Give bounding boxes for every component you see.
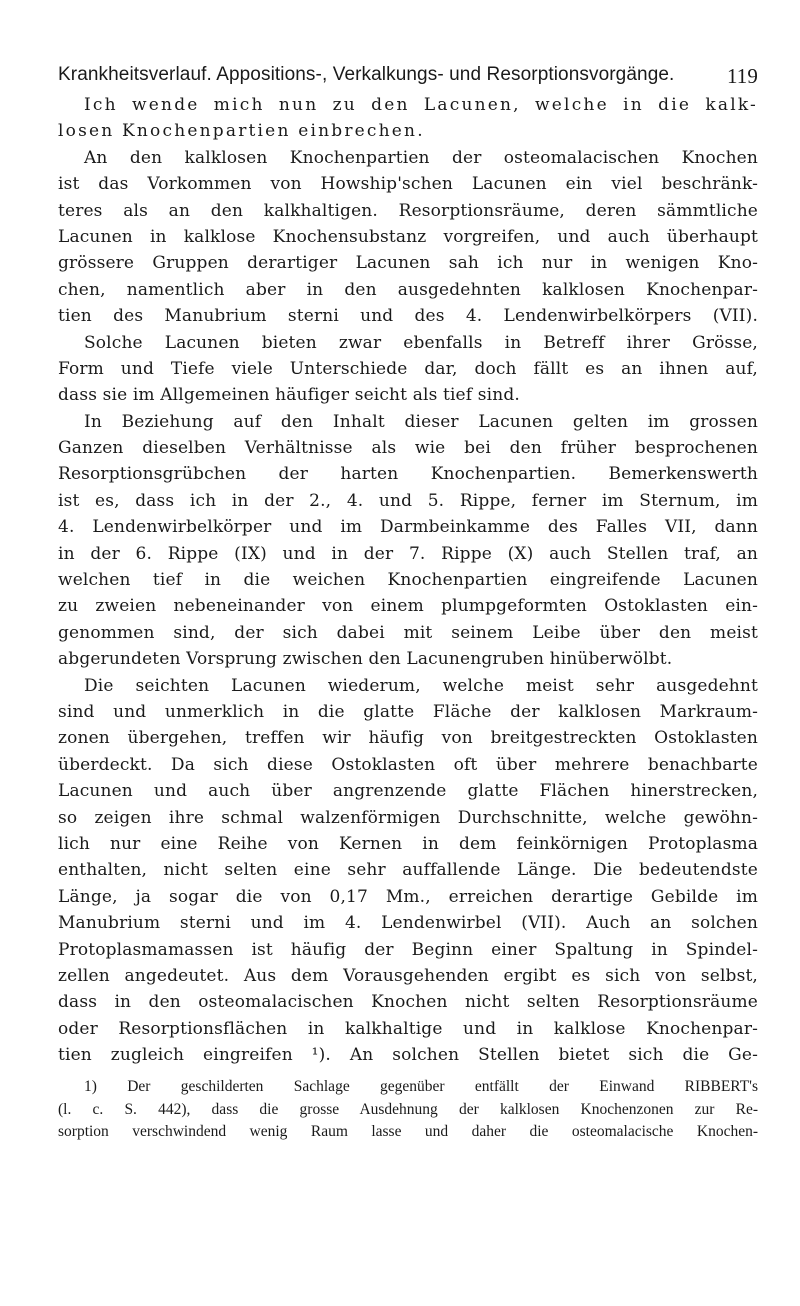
text-line: An den kalklosen Knochenpartien der osteomalacischen Knochen bbox=[84, 147, 758, 168]
footnotes bbox=[58, 1076, 758, 1144]
text-line: enthalten, nicht selten eine sehr auffallende Länge. Die bedeutendste bbox=[58, 860, 758, 881]
text-line: lich nur eine Reihe von Kernen in dem feinkörnigen Protoplasma bbox=[58, 833, 758, 854]
text-line: welchen tief in die weichen Knochenpartien eingreifende Lacunen bbox=[58, 570, 758, 591]
text-line: genommen sind, der sich dabei mit seinem Leibe über den meist bbox=[58, 622, 758, 643]
text-line: tien des Manubrium sterni und des 4. Lendenwirbelkörpers (VII). bbox=[58, 306, 758, 327]
text-line: Form und Tiefe viele Unterschiede dar, doch fällt es an ihnen auf, bbox=[58, 358, 758, 379]
text-line: oder Resorptionsflächen in kalkhaltige und in kalklose Knochenpar- bbox=[58, 1018, 758, 1039]
text-line: zellen angedeutet. Aus dem Vorausgehenden ergibt es sich von selbst, bbox=[58, 965, 758, 986]
text-line: ist das Vorkommen von Howship'schen Lacunen ein viel beschränk- bbox=[58, 174, 758, 195]
text-line: Ich wende mich nun zu den Lacunen, welche in die kalk- bbox=[84, 95, 758, 115]
text-line: dass sie im Allgemeinen häufiger seicht als tief sind. bbox=[58, 385, 520, 406]
text-line: In Beziehung auf den Inhalt dieser Lacunen gelten im grossen bbox=[84, 411, 758, 432]
page-number: 119 bbox=[726, 64, 758, 88]
footnote-line: sorption verschwindend wenig Raum lasse und daher die osteomalacische Knochen- bbox=[58, 1123, 758, 1141]
running-head-title: Krankheitsverlauf. Appositions-, Verkalkungs- und Resorptionsvorgänge. bbox=[58, 64, 675, 85]
text-line: Manubrium sterni und im 4. Lendenwirbel (VII). Auch an solchen bbox=[58, 913, 758, 934]
text-line: Ganzen dieselben Verhältnisse als wie bei den früher besprochenen bbox=[58, 438, 758, 459]
text-line: 4. Lendenwirbelkörper und im Darmbeinkamme des Falles VII, dann bbox=[58, 517, 758, 538]
text-line: ist es, dass ich in der 2., 4. und 5. Rippe, ferner im Sternum, im bbox=[58, 490, 758, 511]
text-line: sind und unmerklich in die glatte Fläche der kalklosen Markraum- bbox=[58, 701, 758, 722]
text-line: in der 6. Rippe (IX) und in der 7. Rippe (X) auch Stellen traf, an bbox=[58, 543, 758, 564]
text-line: Länge, ja sogar die von 0,17 Mm., erreichen derartige Gebilde im bbox=[58, 886, 758, 907]
text-line: tien zugleich eingreifen ¹). An solchen Stellen bietet sich die Ge- bbox=[58, 1045, 758, 1066]
text-line: Resorptionsgrübchen der harten Knochenpartien. Bemerkenswerth bbox=[58, 464, 758, 485]
text-line: teres als an den kalkhaltigen. Resorptionsräume, deren sämmtliche bbox=[58, 200, 758, 221]
text-line: zu zweien nebeneinander von einem plumpgeformten Ostoklasten ein- bbox=[58, 596, 758, 617]
text-line: Die seichten Lacunen wiederum, welche meist sehr ausgedehnt bbox=[84, 675, 758, 696]
text-line: chen, namentlich aber in den ausgedehnten kalklosen Knochenpar- bbox=[58, 279, 758, 300]
body-text bbox=[58, 92, 758, 1068]
text-line: Protoplasmamassen ist häufig der Beginn einer Spaltung in Spindel- bbox=[58, 939, 758, 960]
text-line: dass in den osteomalacischen Knochen nicht selten Resorptionsräume bbox=[58, 992, 758, 1013]
text-line: grössere Gruppen derartiger Lacunen sah ich nur in wenigen Kno- bbox=[58, 253, 758, 274]
text-line: Solche Lacunen bieten zwar ebenfalls in Betreff ihrer Grösse, bbox=[84, 332, 758, 353]
text-line: abgerundeten Vorsprung zwischen den Lacunengruben hinüberwölbt. bbox=[58, 649, 673, 670]
text-line: überdeckt. Da sich diese Ostoklasten oft über mehrere benachbarte bbox=[58, 754, 758, 775]
running-head bbox=[58, 60, 758, 92]
text-line: zonen übergehen, treffen wir häufig von breitgestreckten Ostoklasten bbox=[58, 728, 758, 749]
text-line: Lacunen und auch über angrenzende glatte Flächen hinerstrecken, bbox=[58, 781, 758, 802]
footnote-line: 1) Der geschilderten Sachlage gegenüber entfällt der Einwand RIBBERT's bbox=[84, 1078, 758, 1096]
text-line: Lacunen in kalklose Knochensubstanz vorgreifen, und auch überhaupt bbox=[58, 226, 758, 247]
book-page bbox=[58, 60, 758, 1144]
text-line: losen Knochenpartien einbrechen. bbox=[58, 121, 425, 142]
text-line: so zeigen ihre schmal walzenförmigen Durchschnitte, welche gewöhn- bbox=[58, 807, 758, 828]
footnote-line: (l. c. S. 442), dass die grosse Ausdehnung der kalklosen Knochenzonen zur Re- bbox=[58, 1100, 758, 1118]
